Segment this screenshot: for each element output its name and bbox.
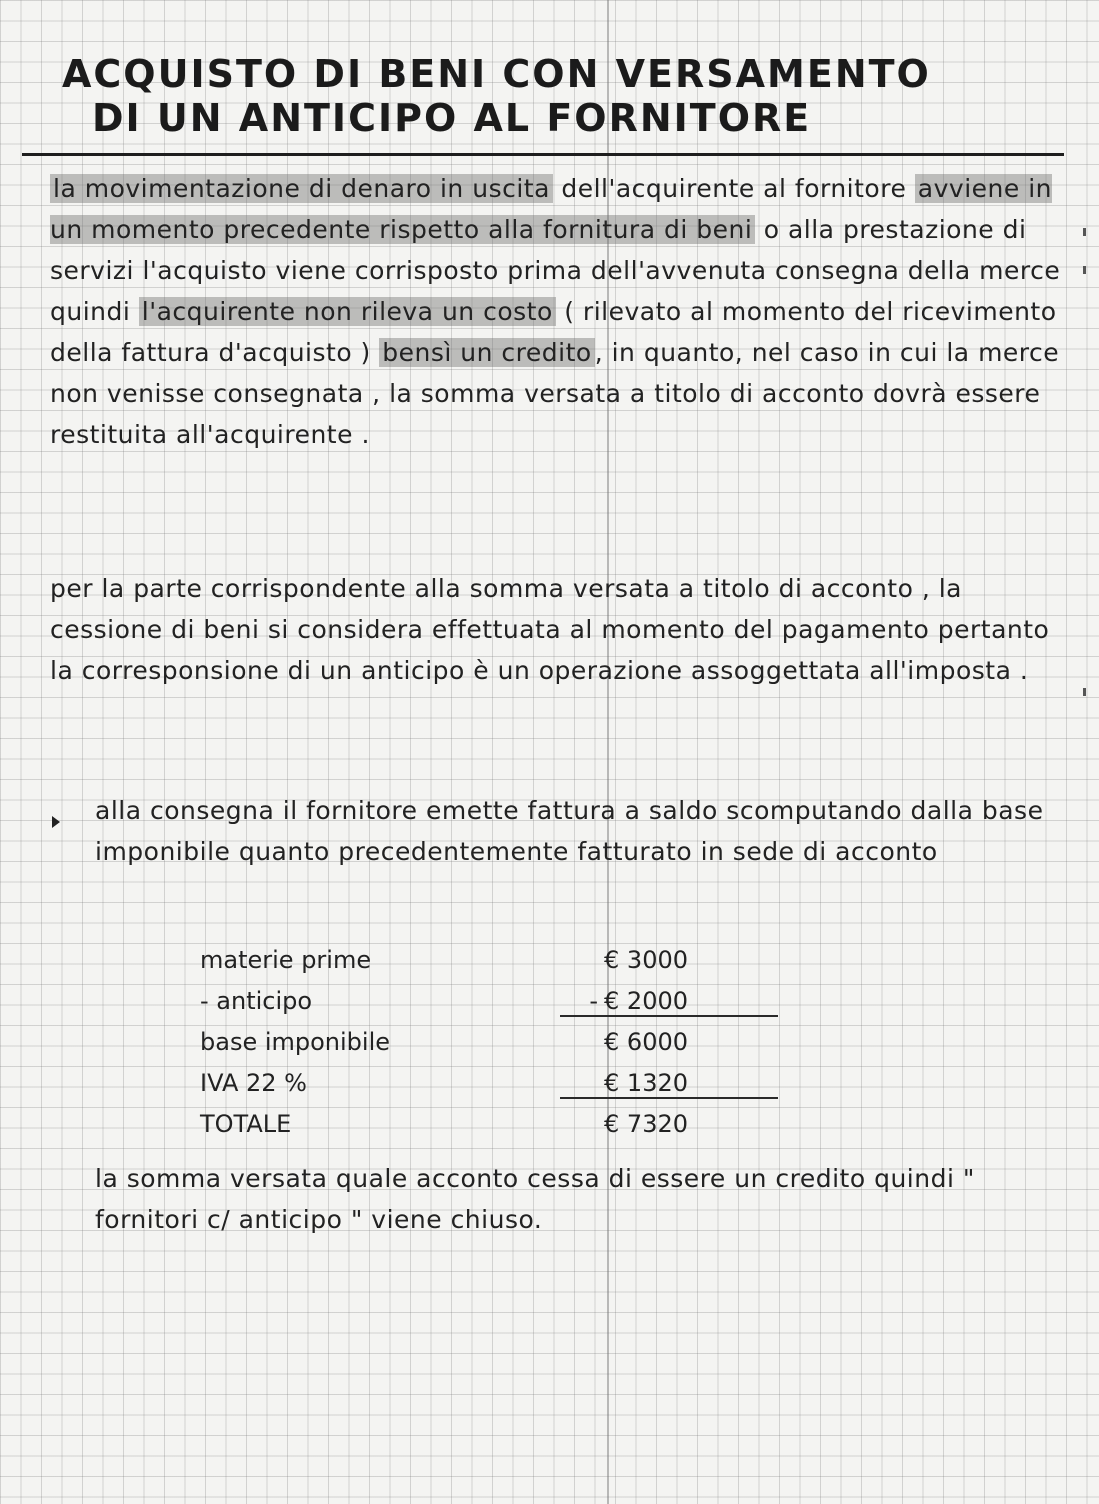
amount: 1320	[626, 1069, 688, 1097]
text-segment: , in quanto, nel caso in cui la merce non venisse consegnata , la somma versata a titolo di acconto dovrà essere restituita all'acquirente .	[50, 338, 1060, 449]
calc-row-totale	[200, 1104, 800, 1145]
highlight-no-cost: l'acquirente non rileva un costo	[139, 297, 556, 326]
currency-symbol: €	[604, 987, 620, 1015]
calc-row-materie-prime	[200, 940, 800, 981]
currency-symbol: €	[604, 1028, 620, 1056]
currency-symbol: €	[604, 1110, 620, 1138]
invoice-calculation	[200, 940, 800, 1145]
currency-symbol: €	[604, 946, 620, 974]
currency-symbol: €	[604, 1069, 620, 1097]
calc-sign: -	[589, 987, 598, 1015]
calc-label: IVA 22 %	[200, 1069, 307, 1097]
paragraph-vat-rule: per la parte corrispondente alla somma versata a titolo di acconto , la cessione di beni si considera effettuata al momento del pagamento pertanto la corresponsione di un anticipo è un operazione assoggettata all'imposta .	[50, 574, 1050, 685]
paragraph-final-invoice: alla consegna il fornitore emette fattura a saldo scomputando dalla base imponibile quanto precedentemente fatturato in sede di acconto	[95, 796, 1044, 866]
text-segment: ( rilevato al momento del ricevimento della fattura d'acquisto )	[50, 297, 1057, 367]
title-line-1: ACQUISTO DI BENI CON VERSAMENTO	[62, 52, 931, 96]
amount: 2000	[626, 987, 688, 1015]
calc-label: TOTALE	[200, 1110, 292, 1138]
amount: 3000	[626, 946, 688, 974]
highlight-cash-outflow: la movimentazione di denaro in uscita	[50, 174, 553, 203]
amount: 6000	[626, 1028, 688, 1056]
text-segment: dell'acquirente al fornitore	[552, 174, 915, 203]
title-underline	[22, 153, 1064, 156]
margin-tick	[1083, 228, 1086, 236]
title-line-2: DI UN ANTICIPO AL FORNITORE	[92, 96, 812, 140]
calc-value	[604, 940, 688, 981]
page-title	[50, 52, 1070, 140]
calc-row-base-imponibile	[200, 1022, 800, 1063]
text-segment: o alla prestazione di servizi l'acquisto viene corrisposto prima dell'avvenuta consegna della merce quindi	[50, 215, 1061, 326]
calc-label: materie prime	[200, 946, 372, 974]
amount: 7320	[626, 1110, 688, 1138]
calc-value	[604, 1022, 688, 1063]
margin-tick	[1083, 688, 1086, 696]
bullet-arrow-icon	[52, 816, 60, 828]
calc-label: base imponibile	[200, 1028, 391, 1056]
highlight-timing: avviene in un momento precedente rispetto alla fornitura di beni	[50, 174, 1052, 244]
calc-label: - anticipo	[200, 987, 313, 1015]
subtotal-line	[560, 1015, 778, 1017]
highlight-credit: bensì un credito	[379, 338, 594, 367]
paragraph-closing: la somma versata quale acconto cessa di essere un credito quindi " fornitori c/ anticipo " viene chiuso.	[95, 1164, 975, 1234]
calc-value	[604, 1104, 688, 1145]
margin-tick	[1083, 266, 1086, 274]
paragraph-intro	[50, 168, 1080, 455]
total-line	[560, 1097, 778, 1099]
